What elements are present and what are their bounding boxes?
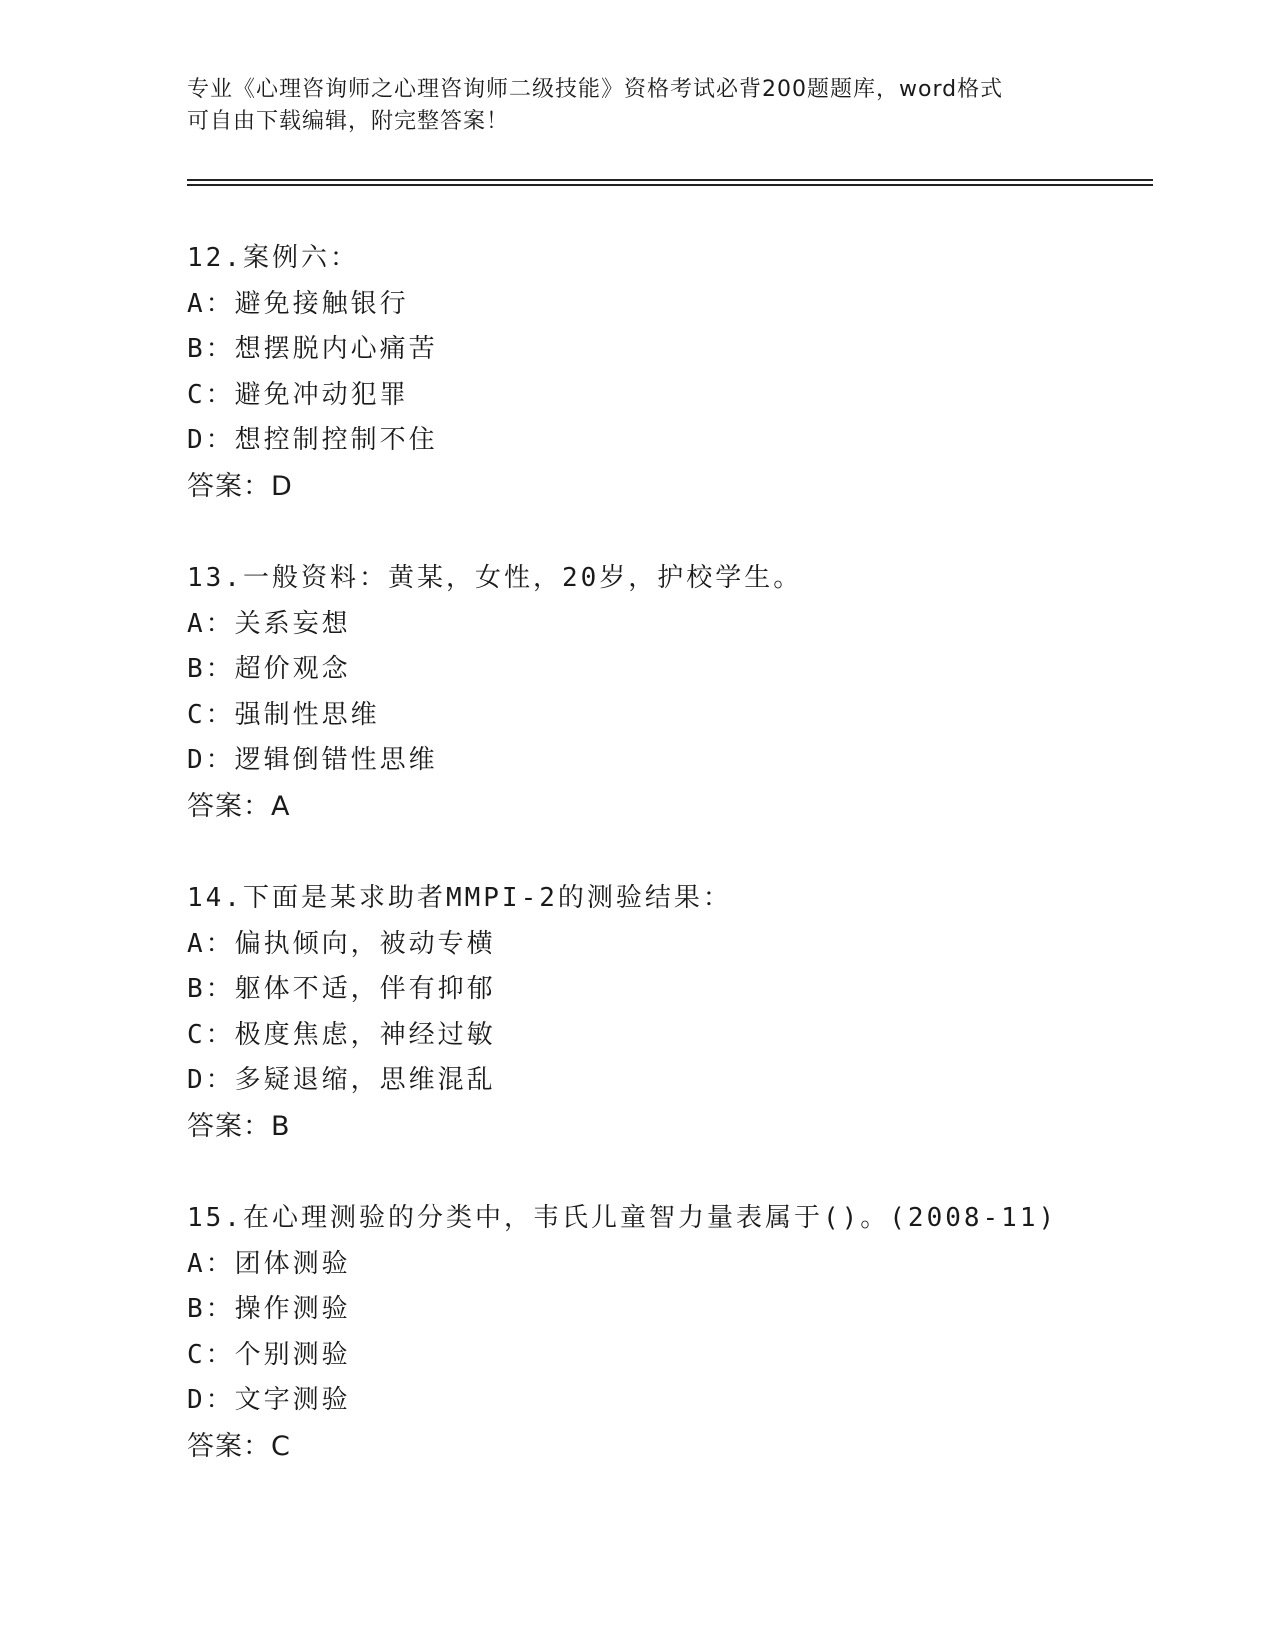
question-13 xyxy=(187,556,1187,829)
option-d: D：文字测验 xyxy=(187,1385,351,1415)
answer-label: 答案：D xyxy=(187,470,293,502)
option-a: A：避免接触银行 xyxy=(187,288,409,319)
answer-label: 答案：C xyxy=(187,1430,291,1462)
answer-label: 答案：B xyxy=(187,1110,291,1142)
option-d: D：想控制控制不住 xyxy=(187,425,438,455)
question-title: 13.一般资料：黄某，女性，20岁，护校学生。 xyxy=(187,563,803,593)
question-title: 15.在心理测验的分类中，韦氏儿童智力量表属于()。(2008-11) xyxy=(187,1203,1058,1233)
option-d: D：多疑退缩，思维混乱 xyxy=(187,1065,496,1095)
option-a: A：偏执倾向，被动专横 xyxy=(187,928,496,959)
header-title-line-2: 可自由下载编辑，附完整答案！ xyxy=(187,109,510,134)
option-b: B：操作测验 xyxy=(187,1294,351,1324)
header-divider-top xyxy=(187,179,1153,181)
question-15 xyxy=(187,1196,1187,1469)
question-title: 12.案例六： xyxy=(187,243,359,273)
option-b: B：躯体不适，伴有抑郁 xyxy=(187,974,496,1004)
option-c: C：极度焦虑，神经过敏 xyxy=(187,1019,496,1050)
option-c: C：个别测验 xyxy=(187,1339,351,1370)
option-d: D：逻辑倒错性思维 xyxy=(187,745,438,775)
document-header xyxy=(187,74,1087,138)
question-12 xyxy=(187,236,1187,509)
option-a: A：团体测验 xyxy=(187,1248,351,1279)
option-b: B：想摆脱内心痛苦 xyxy=(187,334,438,364)
option-a: A：关系妄想 xyxy=(187,608,351,639)
answer-label: 答案：A xyxy=(187,790,291,822)
option-c: C：避免冲动犯罪 xyxy=(187,379,409,410)
question-title: 14.下面是某求助者MMPI-2的测验结果： xyxy=(187,883,732,913)
question-14 xyxy=(187,876,1187,1149)
header-title-line-1: 专业《心理咨询师之心理咨询师二级技能》资格考试必背200题题库，word格式 xyxy=(187,77,1004,102)
option-c: C：强制性思维 xyxy=(187,699,380,730)
header-divider-bottom xyxy=(187,184,1153,186)
option-b: B：超价观念 xyxy=(187,654,351,684)
question-list xyxy=(187,236,1187,1516)
